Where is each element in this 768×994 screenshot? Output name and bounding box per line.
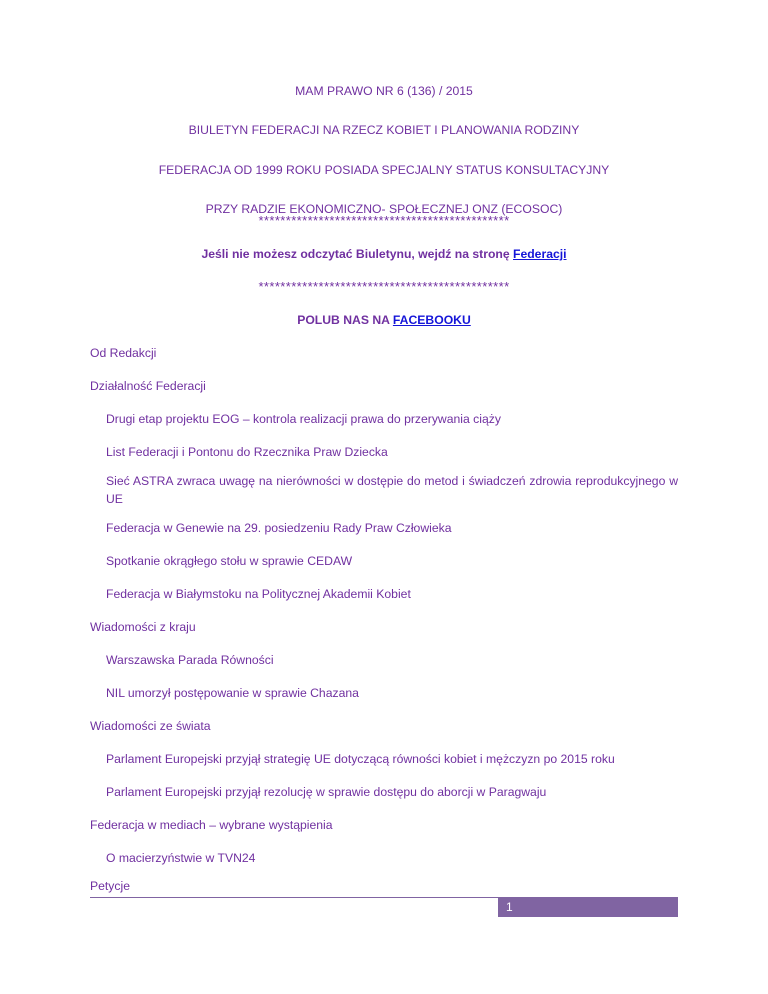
toc-item[interactable]: Drugi etap projektu EOG – kontrola realizacji prawa do przerywania ciąży — [106, 412, 501, 426]
toc-item[interactable]: Warszawska Parada Równości — [106, 653, 274, 667]
toc-item[interactable]: NIL umorzył postępowanie w sprawie Chazana — [106, 686, 359, 700]
toc-section-domestic[interactable]: Wiadomości z kraju — [90, 620, 196, 634]
toc-item[interactable]: Spotkanie okrągłego stołu w sprawie CEDAW — [106, 554, 353, 568]
read-online-notice — [0, 247, 768, 261]
toc-section-activities[interactable]: Działalność Federacji — [90, 379, 206, 393]
toc-item[interactable]: List Federacji i Pontonu do Rzecznika Praw Dziecka — [106, 445, 388, 459]
stars-divider-bottom: ********************************************** — [258, 279, 510, 294]
toc-item[interactable]: Federacja w Białymstoku na Politycznej Akademii Kobiet — [106, 587, 411, 601]
facebook-text: POLUB NAS NA — [297, 313, 393, 327]
toc-item[interactable]: O macierzyństwie w TVN24 — [106, 851, 256, 865]
toc-editorial[interactable]: Od Redakcji — [90, 346, 157, 360]
facebook-link[interactable]: FACEBOOKU — [392, 313, 471, 327]
toc-petitions[interactable]: Petycje — [90, 879, 130, 893]
status-line: FEDERACJA OD 1999 ROKU POSIADA SPECJALNY STATUS KONSULTACYJNY — [158, 163, 610, 177]
toc-item[interactable]: Parlament Europejski przyjął strategię UE dotyczącą równości kobiet i mężczyzn po 2015 roku — [106, 752, 615, 766]
read-online-text: Jeśli nie możesz odczytać Biuletynu, wejdź na stronę — [201, 247, 513, 261]
stars-divider-top: ********************************************** — [258, 213, 510, 228]
issue-title: MAM PRAWO NR 6 (136) / 2015 — [295, 84, 473, 98]
page-number-bar — [498, 898, 678, 917]
toc-item[interactable]: Sieć ASTRA zwraca uwagę na nierówności w dostępie do metod i świadczeń zdrowia reprodukcyjnego w UE — [106, 474, 678, 506]
page-number: 1 — [506, 900, 513, 914]
toc-section-world[interactable]: Wiadomości ze świata — [90, 719, 211, 733]
federation-link[interactable]: Federacji — [513, 247, 567, 261]
facebook-notice — [0, 313, 768, 327]
toc-item[interactable]: Federacja w Genewie na 29. posiedzeniu Rady Praw Człowieka — [106, 521, 452, 535]
bulletin-title: BIULETYN FEDERACJI NA RZECZ KOBIET I PLANOWANIA RODZINY — [188, 123, 580, 137]
toc-item[interactable]: Parlament Europejski przyjął rezolucję w sprawie dostępu do aborcji w Paragwaju — [106, 785, 547, 799]
ecosoc-line: PRZY RADZIE EKONOMICZNO- SPOŁECZNEJ ONZ (ECOSOC) — [205, 202, 563, 216]
toc-section-media[interactable]: Federacja w mediach – wybrane wystąpienia — [90, 818, 333, 832]
